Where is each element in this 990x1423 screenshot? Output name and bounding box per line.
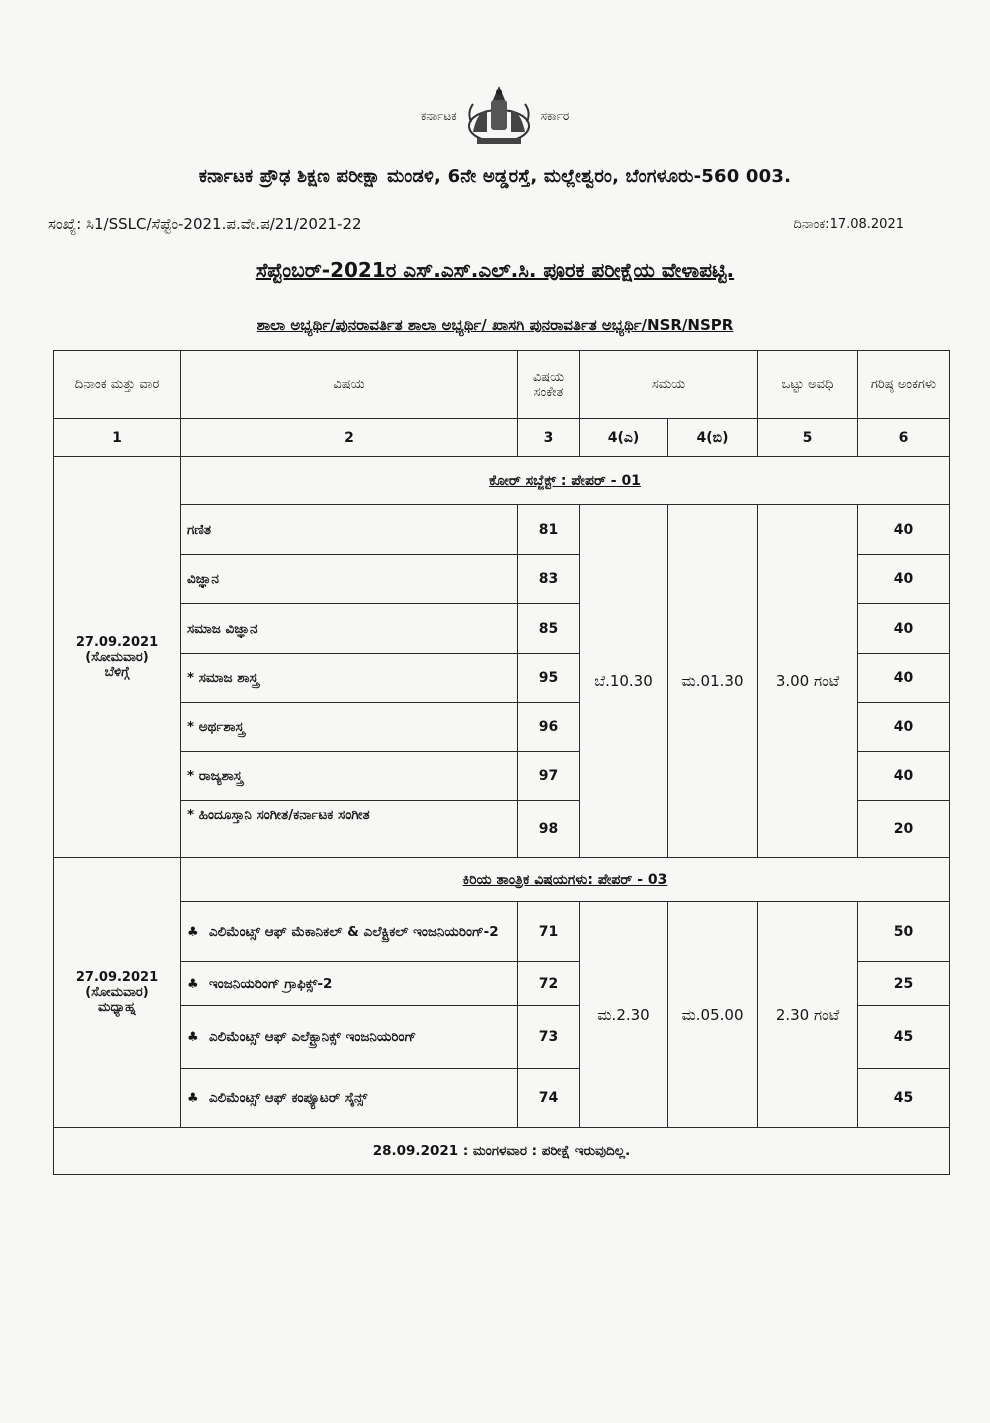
- subject-cell: ಗಣಿತ: [181, 505, 518, 555]
- marks-cell: 45: [858, 1069, 950, 1128]
- col-number: 5: [758, 419, 858, 457]
- session1-date-cell: [54, 457, 181, 858]
- col-number: 1: [54, 419, 181, 457]
- marks-cell: 40: [858, 555, 950, 604]
- code-cell: 96: [518, 703, 580, 752]
- col-number: 4(ಬಿ): [668, 419, 758, 457]
- header-right-word: ಸರ್ಕಾರ: [540, 108, 570, 123]
- marks-cell: 40: [858, 703, 950, 752]
- page-title: ಸೆಪ್ಟೆಂಬರ್-2021ರ ಎಸ್.ಎಸ್.ಎಲ್.ಸಿ. ಪೂರಕ ಪರೀಕ್ಷೆಯ ವೇಳಾಪಟ್ಟಿ.: [255, 258, 735, 282]
- header-row: [54, 351, 950, 419]
- marks-cell: 40: [858, 752, 950, 801]
- code-cell: 95: [518, 654, 580, 703]
- marks-cell: 50: [858, 902, 950, 962]
- col-number: 3: [518, 419, 580, 457]
- col-number: 6: [858, 419, 950, 457]
- header-left-word: ಕರ್ನಾಟಕ: [420, 108, 457, 123]
- col-number: 2: [181, 419, 518, 457]
- table-row: [54, 902, 950, 962]
- club-bullet-icon: ♣: [187, 1030, 199, 1045]
- session1-end-time: ಮ.01.30: [668, 505, 758, 858]
- marks-cell: 40: [858, 505, 950, 555]
- marks-cell: 20: [858, 801, 950, 858]
- issue-date: ದಿನಾಂಕ:17.08.2021: [793, 217, 904, 232]
- session1-day: (ಸೋಮವಾರ): [85, 649, 149, 665]
- board-address: ಕರ್ನಾಟಕ ಪ್ರೌಢ ಶಿಕ್ಷಣ ಪರೀಕ್ಷಾ ಮಂಡಳಿ, 6ನೇ ಅಡ್ಡರಸ್ತೆ, ಮಲ್ಲೇಶ್ವರಂ, ಬೆಂಗಳೂರು-560 003.: [198, 166, 792, 187]
- footer-row: [54, 1128, 950, 1175]
- marks-cell: 40: [858, 654, 950, 703]
- timetable: [53, 350, 950, 1175]
- no-exam-note: 28.09.2021 : ಮಂಗಳವಾರ : ಪರೀಕ್ಷೆ ಇರುವುದಿಲ್ಲ.: [54, 1128, 950, 1175]
- header-code: ವಿಷಯ ಸಂಕೇತ: [518, 351, 580, 419]
- session2-end-time: ಮ.05.00: [668, 902, 758, 1128]
- session1-start-time: ಬೆ.10.30: [580, 505, 668, 858]
- header-duration: ಒಟ್ಟು ಅವಧಿ: [758, 351, 858, 419]
- session2-date-cell: [54, 858, 181, 1128]
- header-date-day: ದಿನಾಂಕ ಮತ್ತು ವಾರ: [54, 351, 181, 419]
- candidate-categories: ಶಾಲಾ ಅಭ್ಯರ್ಥಿ/ಪುನರಾವರ್ತಿತ ಶಾಲಾ ಅಭ್ಯರ್ಥಿ/ ಖಾಸಗಿ ಪುನರಾವರ್ತಿತ ಅಭ್ಯರ್ಥಿ/NSR/NSPR: [256, 316, 734, 334]
- session1-period: ಬೆಳಿಗ್ಗೆ: [104, 664, 130, 680]
- session2-day: (ಸೋಮವಾರ): [85, 985, 149, 1000]
- marks-cell: 45: [858, 1006, 950, 1069]
- subject-cell: * ಸಮಾಜ ಶಾಸ್ತ್ರ: [181, 654, 518, 703]
- code-cell: 97: [518, 752, 580, 801]
- session1-duration: 3.00 ಗಂಟೆ: [758, 505, 858, 858]
- code-cell: 71: [518, 902, 580, 962]
- session1-section-title: ಕೋರ್ ಸಬ್ಜೆಕ್ಟ್ : ಪೇಪರ್ - 01: [181, 457, 950, 505]
- marks-cell: 40: [858, 604, 950, 654]
- subject-cell: ♣ ಎಲಿಮೆಂಟ್ಸ್ ಆಫ್ ಮೆಕಾನಿಕಲ್ & ಎಲೆಕ್ಟ್ರಿಕಲ್ ಇಂಜನಿಯರಿಂಗ್-2: [181, 902, 518, 962]
- session2-section-row: [54, 858, 950, 902]
- subject-cell: * ಅರ್ಥಶಾಸ್ತ್ರ: [181, 703, 518, 752]
- subject-cell: ♣ ಎಲಿಮೆಂಟ್ಸ್ ಆಫ್ ಎಲೆಕ್ಟ್ರಾನಿಕ್ಸ್ ಇಂಜನಿಯರಿಂಗ್: [181, 1006, 518, 1069]
- club-bullet-icon: ♣: [187, 1091, 199, 1106]
- table-row: [54, 505, 950, 555]
- subject-cell: ♣ ಇಂಜನಿಯರಿಂಗ್ ಗ್ರಾಫಿಕ್ಸ್-2: [181, 962, 518, 1006]
- marks-cell: 25: [858, 962, 950, 1006]
- code-cell: 74: [518, 1069, 580, 1128]
- club-bullet-icon: ♣: [187, 924, 199, 940]
- code-cell: 98: [518, 801, 580, 858]
- header-subject: ವಿಷಯ: [181, 351, 518, 419]
- code-cell: 85: [518, 604, 580, 654]
- subject-cell: ♣ ಎಲಿಮೆಂಟ್ಸ್ ಆಫ್ ಕಂಪ್ಯೂಟರ್ ಸೈನ್ಸ್: [181, 1069, 518, 1128]
- session2-duration: 2.30 ಗಂಟೆ: [758, 902, 858, 1128]
- header-time: ಸಮಯ: [580, 351, 758, 419]
- club-bullet-icon: ♣: [187, 976, 199, 992]
- subject-cell: * ರಾಜ್ಯಶಾಸ್ತ್ರ: [181, 752, 518, 801]
- code-cell: 81: [518, 505, 580, 555]
- session2-period: ಮಧ್ಯಾಹ್ನ: [98, 1000, 136, 1015]
- letterhead: [0, 82, 990, 150]
- reference-number: ಸಂಖ್ಯೆ: ಸಿ1/SSLC/ಸೆಪ್ಟೆಂ-2021.ಪ.ವೇ.ಪ/21/2021-22: [48, 215, 362, 233]
- col-number: 4(ಎ): [580, 419, 668, 457]
- subject-cell: ಸಮಾಜ ವಿಜ್ಞಾನ: [181, 604, 518, 654]
- session2-start-time: ಮ.2.30: [580, 902, 668, 1128]
- subject-cell: ವಿಜ್ಞಾನ: [181, 555, 518, 604]
- header-max-marks: ಗರಿಷ್ಠ ಅಂಕಗಳು: [858, 351, 950, 419]
- subject-cell: * ಹಿಂದೂಸ್ತಾನಿ ಸಂಗೀತ/ಕರ್ನಾಟಕ ಸಂಗೀತ: [181, 801, 518, 858]
- session1-section-row: [54, 457, 950, 505]
- code-cell: 72: [518, 962, 580, 1006]
- session2-date: 27.09.2021: [75, 970, 159, 985]
- code-cell: 73: [518, 1006, 580, 1069]
- session2-section-title: ಕಿರಿಯ ತಾಂತ್ರಿಕ ವಿಷಯಗಳು: ಪೇಪರ್ - 03: [181, 858, 950, 902]
- column-number-row: [54, 419, 950, 457]
- code-cell: 83: [518, 555, 580, 604]
- state-emblem-icon: [463, 82, 535, 150]
- session1-date: 27.09.2021: [75, 634, 159, 650]
